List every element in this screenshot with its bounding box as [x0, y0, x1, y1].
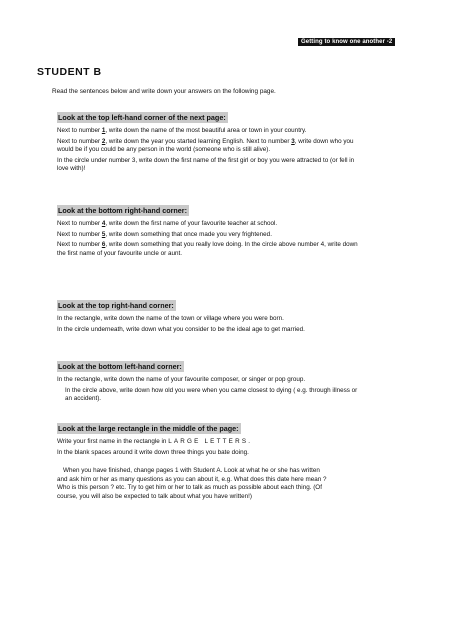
- text-fragment: , write down something that once made you very frightened.: [105, 230, 272, 238]
- text-fragment: Next to number: [57, 230, 102, 238]
- page-title: STUDENT B: [37, 66, 102, 78]
- instruction-paragraph: [57, 127, 362, 135]
- instruction-paragraph: In the circle above, write down how old you were when you came closest to dying ( e.g. through illness or an accident).: [65, 386, 358, 402]
- section-middle-rectangle: [57, 418, 362, 459]
- instruction-paragraph: [57, 220, 362, 228]
- text-fragment: Write your first name in the rectangle in: [57, 438, 169, 445]
- number-marker: 3: [291, 137, 295, 145]
- section-heading: Look at the bottom right-hand corner:: [58, 206, 187, 215]
- number-marker: 5: [101, 230, 106, 238]
- text-fragment: , write down who you would be if you could be any person in the world (someone who is still alive).: [57, 137, 354, 153]
- number-marker: 6: [101, 241, 106, 249]
- section-heading: Look at the top right-hand corner:: [58, 301, 174, 310]
- number-marker: 2: [101, 137, 106, 145]
- instruction-paragraph: In the circle under number 3, write down the first name of the first girl or boy you were attracted to (or fell in love with)!: [57, 156, 355, 172]
- text-fragment: , write down the year you started learning English. Next to number: [105, 137, 292, 145]
- text-fragment: Next to number: [57, 127, 102, 134]
- text-fragment: Next to number: [57, 137, 102, 145]
- instruction-paragraph: [57, 438, 362, 446]
- section-bottom-right: [57, 200, 362, 260]
- instruction-paragraph: [57, 138, 362, 154]
- instruction-paragraph: [57, 241, 362, 257]
- large-letters-text: LARGE LETTERS: [168, 438, 249, 445]
- text-fragment: Next to number: [57, 220, 102, 227]
- header-tag: Getting to know one another -2: [298, 38, 395, 46]
- text-fragment: , write down something that you really love doing. In the circle above number 4, write down the first name of your favourite uncle or aunt.: [57, 241, 358, 257]
- section-top-right: [57, 295, 362, 336]
- instruction-paragraph: [57, 231, 362, 239]
- text-fragment: , write down the name of the most beautiful area or town in your country.: [105, 127, 307, 134]
- instruction-paragraph: In the rectangle, write down the name of the town or village where you were born.: [57, 315, 284, 322]
- text-fragment: , write down the first name of your favourite teacher at school.: [105, 220, 278, 227]
- closing-paragraph: When you have finished, change pages 1 with Student A. Look at what he or she has written and ask him or her as many questions as you can about it, e.g. What does this date here mean ? Who is this person ? etc. Try to get him or her to talk as much as possible about each thing. (Of course, you will also be expected to talk about what you have written!): [57, 467, 327, 500]
- instruction-paragraph: In the circle underneath, write down what you consider to be the ideal age to get married.: [57, 325, 305, 333]
- section-bottom-left: [57, 356, 362, 406]
- number-marker: 4: [101, 220, 106, 227]
- text-fragment: .: [248, 438, 250, 445]
- number-marker: 1: [101, 127, 106, 134]
- instruction-paragraph: In the blank spaces around it write down three things you bate doing.: [57, 448, 249, 456]
- section-heading: Look at the top left-hand corner of the next page:: [58, 113, 226, 122]
- instruction-paragraph: In the rectangle, write down the name of your favourite composer, or singer or pop group.: [57, 376, 306, 383]
- section-top-left: [57, 107, 362, 176]
- section-heading: Look at the bottom left-hand corner:: [58, 362, 182, 371]
- text-fragment: Next to number: [57, 241, 102, 249]
- intro-text: Read the sentences below and write down your answers on the following page.: [52, 88, 276, 95]
- section-heading: Look at the large rectangle in the middle of the page:: [58, 424, 239, 433]
